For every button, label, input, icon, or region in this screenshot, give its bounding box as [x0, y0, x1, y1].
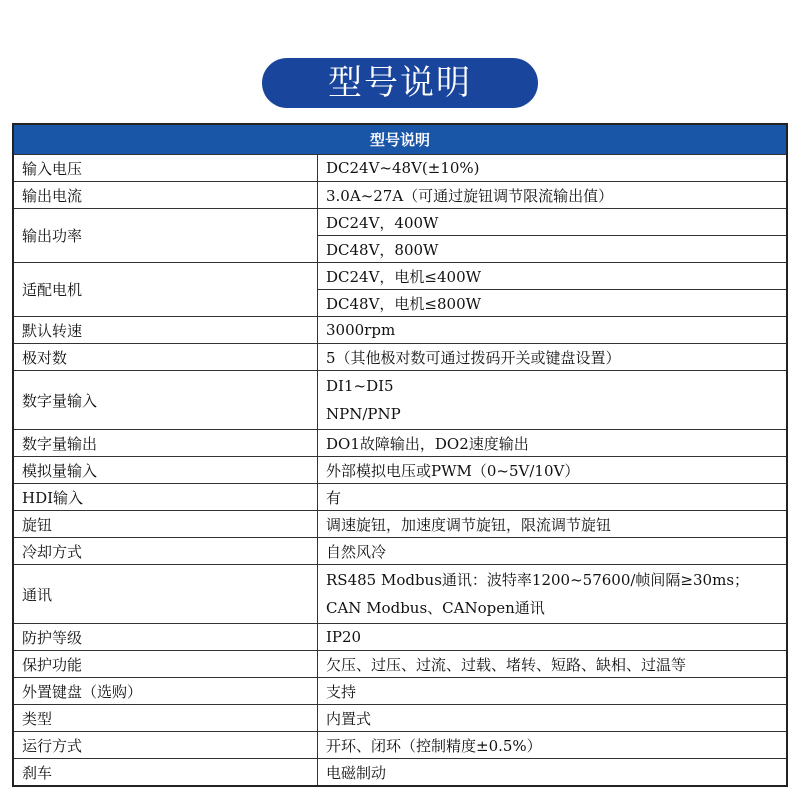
spec-value-multiline — [318, 371, 788, 430]
table-row — [13, 484, 787, 511]
spec-label: 类型 — [13, 705, 318, 732]
spec-label: 运行方式 — [13, 732, 318, 759]
table-row — [13, 209, 787, 236]
table-row — [13, 263, 787, 290]
table-row — [13, 371, 787, 430]
table-row — [13, 155, 787, 182]
table-row — [13, 430, 787, 457]
section-title-banner: 型号说明 — [262, 58, 538, 108]
spec-value: 电磁制动 — [318, 759, 788, 787]
spec-value-multiline — [318, 565, 788, 624]
table-row — [13, 511, 787, 538]
table-row — [13, 317, 787, 344]
table-row — [13, 344, 787, 371]
spec-label: 适配电机 — [13, 263, 318, 317]
table-row — [13, 182, 787, 209]
spec-label: 防护等级 — [13, 624, 318, 651]
spec-value: 调速旋钮，加速度调节旋钮，限流调节旋钮 — [318, 511, 788, 538]
spec-value-line: RS485 Modbus通讯：波特率1200~57600/帧间隔≥30ms； — [326, 571, 750, 589]
spec-value: IP20 — [318, 624, 788, 651]
spec-value: DC48V，电机≤800W — [318, 290, 788, 317]
table-header: 型号说明 — [13, 124, 787, 155]
spec-value: 支持 — [318, 678, 788, 705]
spec-label: 旋钮 — [13, 511, 318, 538]
spec-label: 极对数 — [13, 344, 318, 371]
spec-label: 通讯 — [13, 565, 318, 624]
spec-value: 开环、闭环（控制精度±0.5%） — [318, 732, 788, 759]
table-row — [13, 705, 787, 732]
spec-label: 数字量输出 — [13, 430, 318, 457]
spec-value: DC24V，电机≤400W — [318, 263, 788, 290]
spec-value-line: CAN Modbus、CANopen通讯 — [326, 599, 545, 617]
spec-label: 外置键盘（选购） — [13, 678, 318, 705]
spec-value: 外部模拟电压或PWM（0~5V/10V） — [318, 457, 788, 484]
table-row — [13, 457, 787, 484]
spec-label: 输出功率 — [13, 209, 318, 263]
spec-value: 5（其他极对数可通过拨码开关或键盘设置） — [318, 344, 788, 371]
spec-value: 欠压、过压、过流、过载、堵转、短路、缺相、过温等 — [318, 651, 788, 678]
spec-table — [12, 123, 788, 787]
table-row — [13, 565, 787, 624]
spec-value: 有 — [318, 484, 788, 511]
spec-value: 3.0A~27A（可通过旋钮调节限流输出值） — [318, 182, 788, 209]
spec-label: 输出电流 — [13, 182, 318, 209]
table-row — [13, 624, 787, 651]
spec-value: DO1故障输出，DO2速度输出 — [318, 430, 788, 457]
spec-label: 输入电压 — [13, 155, 318, 182]
table-row — [13, 732, 787, 759]
spec-value-line: NPN/PNP — [326, 405, 401, 423]
spec-value: 自然风冷 — [318, 538, 788, 565]
spec-label: 数字量输入 — [13, 371, 318, 430]
spec-value: 3000rpm — [318, 317, 788, 344]
table-row — [13, 678, 787, 705]
table-body — [13, 155, 787, 787]
spec-value-line: DI1~DI5 — [326, 377, 394, 395]
spec-label: 保护功能 — [13, 651, 318, 678]
spec-value: DC48V，800W — [318, 236, 788, 263]
spec-label: HDI输入 — [13, 484, 318, 511]
table-row — [13, 538, 787, 565]
spec-label: 冷却方式 — [13, 538, 318, 565]
spec-value: DC24V，400W — [318, 209, 788, 236]
spec-label: 模拟量输入 — [13, 457, 318, 484]
table-row — [13, 651, 787, 678]
table-row — [13, 759, 787, 787]
spec-value: 内置式 — [318, 705, 788, 732]
spec-label: 刹车 — [13, 759, 318, 787]
spec-label: 默认转速 — [13, 317, 318, 344]
spec-value: DC24V~48V(±10%) — [318, 155, 788, 182]
